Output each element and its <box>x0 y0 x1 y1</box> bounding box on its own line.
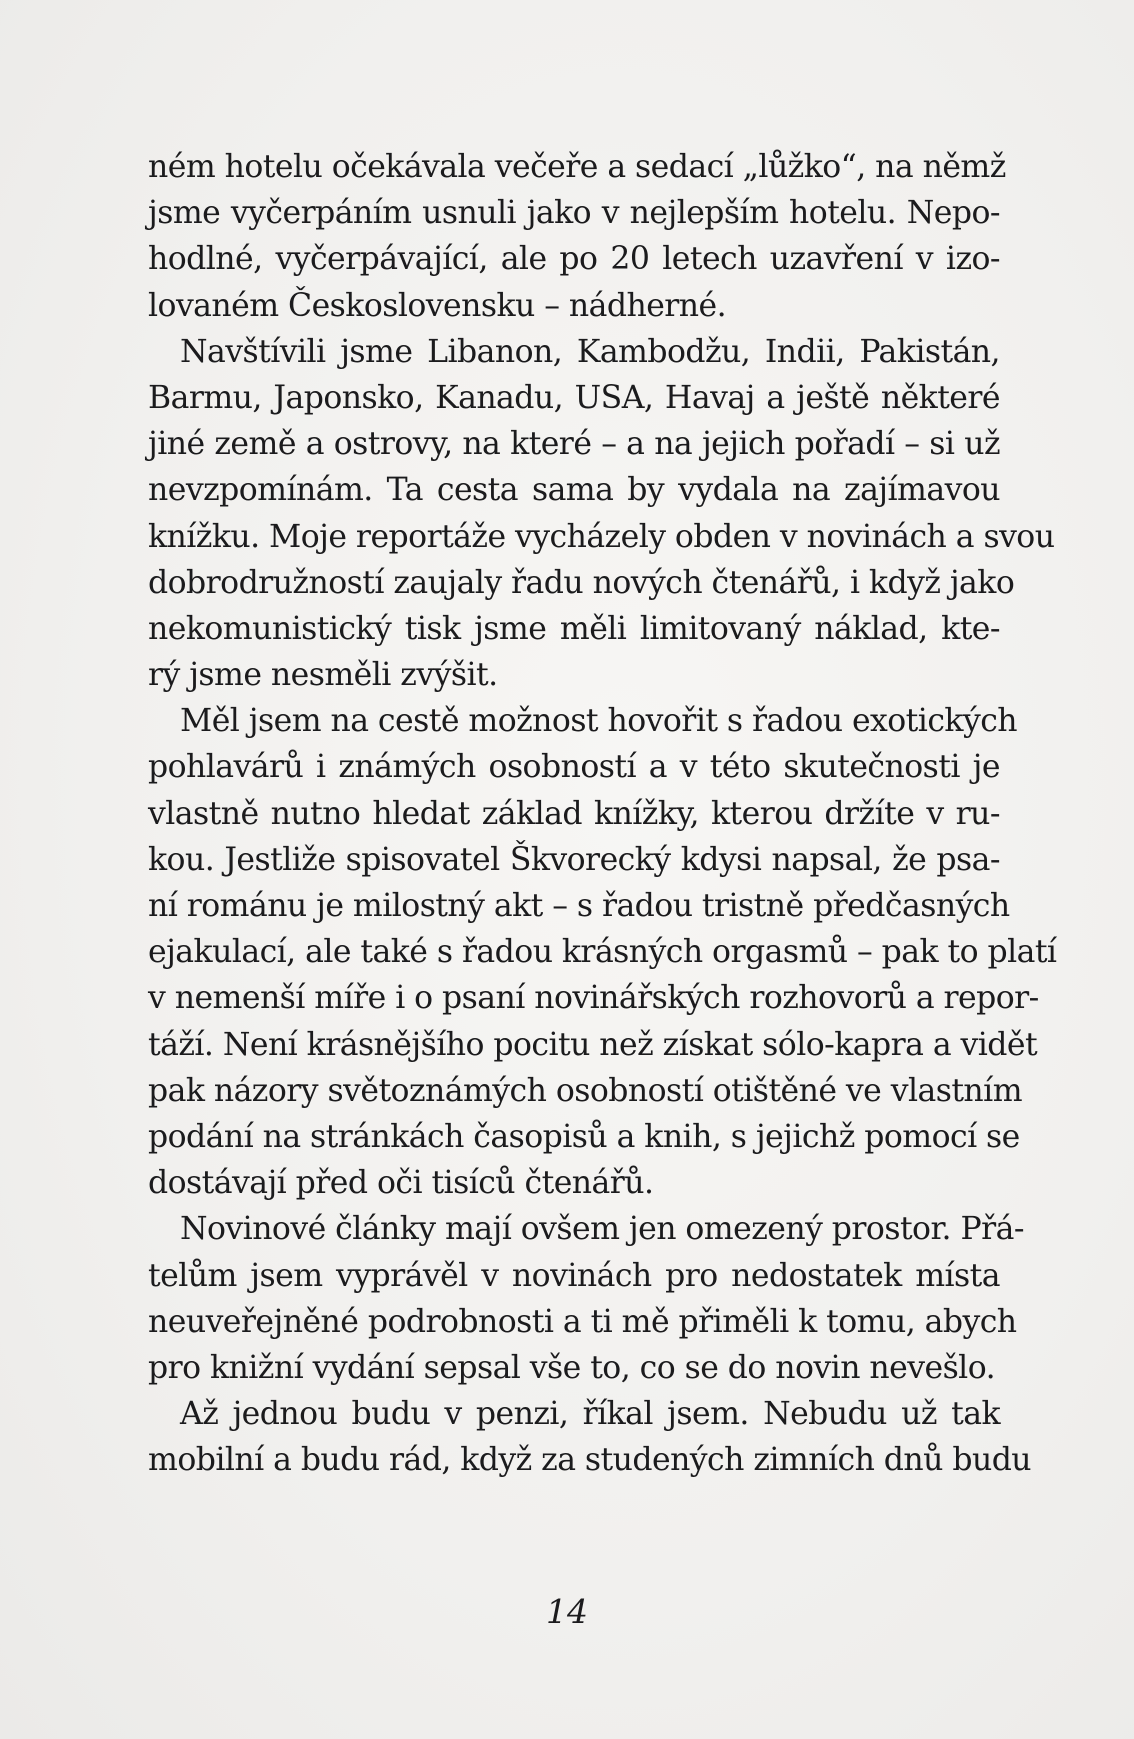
text-line: neuveřejněné podrobnosti a ti mě přiměli k tomu, abych <box>148 1303 1017 1340</box>
text-line: podání na stránkách časopisů a knih, s jejichž pomocí se <box>148 1118 1020 1155</box>
text-line: dostávají před oči tisíců čtenářů. <box>148 1165 654 1202</box>
text-line: rý jsme nesměli zvýšit. <box>148 657 498 694</box>
text-line: mobilní a budu rád, když za studených zimních dnů budu <box>148 1442 1032 1479</box>
text-line: pak názory světoznámých osobností otištěné ve vlastním <box>148 1072 1023 1109</box>
page-number: 14 <box>546 1592 588 1631</box>
text-line: pro knižní vydání sepsal vše to, co se do novin nevešlo. <box>148 1349 996 1386</box>
text-line: Až jednou budu v penzi, říkal jsem. Nebudu už tak <box>180 1396 1000 1433</box>
text-line: hodlné, vyčerpávající, ale po 20 letech uzavření v izo- <box>148 241 1000 278</box>
text-line: pohlavárů i známých osobností a v této skutečnosti je <box>148 749 1000 786</box>
text-line: ejakulací, ale také s řadou krásných orgasmů – pak to platí <box>148 934 1057 971</box>
text-line: Navštívili jsme Libanon, Kambodžu, Indii, Pakistán, <box>180 333 1000 370</box>
text-line: Novinové články mají ovšem jen omezený prostor. Přá- <box>180 1211 1024 1248</box>
text-line: nevzpomínám. Ta cesta sama by vydala na zajímavou <box>148 472 1000 509</box>
text-line: kou. Jestliže spisovatel Škvorecký kdysi napsal, že psa- <box>148 841 1000 878</box>
text-line: dobrodružností zaujaly řadu nových čtenářů, i když jako <box>148 564 1015 601</box>
text-line: ní románu je milostný akt – s řadou tristně předčasných <box>148 888 1010 924</box>
text-line: táží. Není krásnějšího pocitu než získat sólo-kapra a vidět <box>148 1026 1038 1063</box>
text-line: telům jsem vyprávěl v novinách pro nedostatek místa <box>148 1257 1000 1294</box>
body-text <box>148 144 1057 1483</box>
text-line: lovaném Československu – nádherné. <box>148 287 727 324</box>
text-line: jiné země a ostrovy, na které – a na jejich pořadí – si už <box>148 426 1000 463</box>
text-line: vlastně nutno hledat základ knížky, kterou držíte v ru- <box>148 795 1000 832</box>
text-line: Měl jsem na cestě možnost hovořit s řadou exotických <box>180 703 1018 740</box>
text-line: Barmu, Japonsko, Kanadu, USA, Havaj a ještě některé <box>148 379 1000 416</box>
text-line: v nemenší míře i o psaní novinářských rozhovorů a repor- <box>148 980 1039 1017</box>
text-line: jsme vyčerpáním usnuli jako v nejlepším hotelu. Nepo- <box>148 195 1000 232</box>
text-line: knížku. Moje reportáže vycházely obden v novinách a svou <box>148 518 1055 555</box>
text-line: nekomunistický tisk jsme měli limitovaný náklad, kte- <box>148 610 1000 647</box>
text-line: ném hotelu očekávala večeře a sedací „lůžko“, na němž <box>148 149 1006 185</box>
